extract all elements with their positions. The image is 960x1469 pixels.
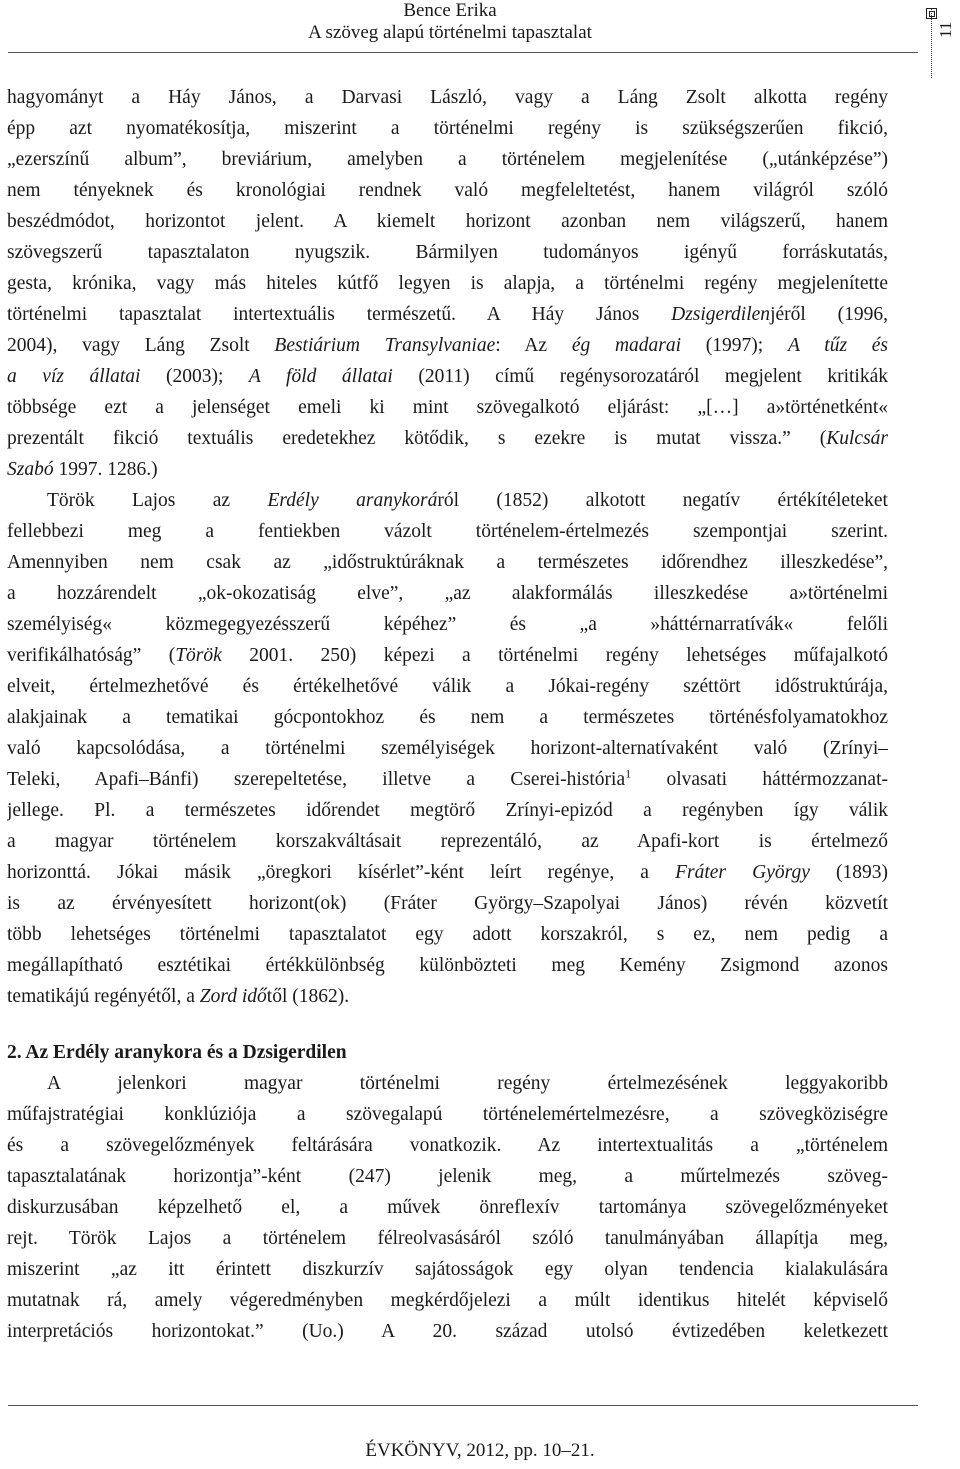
text-span: (2003); [140, 366, 249, 387]
text-line: többsége ezt a jelenséget emeli ki mint szövegalkotó eljárást: „[…] a»történetként« [7, 397, 888, 418]
text-line: nem tényeknek és kronológiai rendnek való megfeleltetést, hanem világról szóló [7, 180, 888, 201]
text-span: ról (1852) alkotott negatív értékítéleteket [437, 490, 888, 511]
text-line [7, 764, 888, 795]
text-span: (1997); [681, 335, 788, 356]
text-line [7, 454, 888, 485]
text-line: rejt. Török Lajos a történelem félreolvasásáról szóló tanulmányában állapítja meg, [7, 1228, 888, 1249]
text-line [7, 299, 888, 330]
header-title: A szöveg alapú történelmi tapasztalat [308, 22, 592, 43]
text-line: műfajstratégiai konklúziója a szövegalapú történelemértelmezésre, a szövegköziségre [7, 1104, 888, 1125]
footnote-marker[interactable]: 1 [625, 766, 632, 781]
text-line [7, 423, 888, 454]
italic-title: ég madarai [571, 335, 682, 356]
text-line: alakjainak a tematikai gócpontokhoz és nem a természetes történésfolyamatokhoz [7, 707, 888, 728]
text-line: a magyar történelem korszakváltásait reprezentáló, az Apafi-kort is értelmező [7, 831, 888, 852]
text-span: jéről (1996, [770, 304, 888, 325]
italic-citation: Török [175, 645, 222, 666]
text-line: több lehetséges történelmi tapasztalatot egy adott korszakról, s ez, nem pedig a [7, 924, 888, 945]
text-line: miszerint „az itt érintett diszkurzív sajátosságok egy olyan tendencia kialakulására [7, 1259, 888, 1280]
italic-title: a víz állatai [7, 366, 141, 387]
text-span: prezentált fikció textuális eredetekhez kötődik, s ezekre is mutat vissza.” ( [7, 428, 827, 449]
text-line: beszédmódot, horizontot jelent. A kiemelt horizont azonban nem világszerű, hanem [7, 211, 888, 232]
text-line: gesta, krónika, vagy más hiteles kútfő legyen is alapja, a történelmi regény megjelenítette [7, 273, 888, 294]
text-line: jellege. Pl. a természetes időrendet megtörő Zrínyi-epizód a regényben így válik [7, 800, 888, 821]
text-line [7, 361, 888, 392]
italic-title: Fráter György [675, 862, 810, 883]
text-line: személyiség« közmegegyezésszerű képéhez” és „a »háttérnarratívák« felőli [7, 614, 888, 635]
header-rule [8, 52, 918, 53]
text-line: „ezerszínű album”, breviárium, amelyben a történelem megjelenítése („utánképzése”) [7, 149, 888, 170]
text-span: történelmi tapasztalat intertextuális természetű. A Háy János [7, 304, 672, 325]
text-span: olvasati háttérmozzanat- [631, 769, 888, 790]
text-line: megállapítható esztétikai értékkülönbség különbözteti meg Kemény Zsigmond azonos [7, 955, 888, 976]
italic-citation: Kulcsár [826, 428, 888, 449]
text-line [7, 640, 888, 671]
main-text [7, 82, 888, 1012]
text-span: 1997. 1286.) [53, 459, 158, 480]
text-line [7, 485, 888, 516]
text-line: diskurzusában képzelhető el, a művek önreflexív tartománya szövegelőzményeket [7, 1197, 888, 1218]
italic-title: A tűz és [787, 335, 888, 356]
header-author: Bence Erika [403, 0, 497, 21]
italic-title: Bestiárium Transylvaniae [274, 335, 496, 356]
text-line: a hozzárendelt „ok-okozatiság elve”, „az alakformálás illeszkedése a»történelmi [7, 583, 888, 604]
text-span: verifikálhatóság” ( [7, 645, 176, 666]
text-line [7, 857, 888, 888]
italic-title: A föld állatai [248, 366, 393, 387]
text-line: Amennyiben nem csak az „időstruktúráknak a természetes időrendhez illeszkedése”, [7, 552, 888, 573]
text-span: (2011) című regénysorozatáról megjelent kritikák [392, 366, 888, 387]
section-heading: 2. Az Erdély aranykora és a Dzsigerdilen [7, 1042, 347, 1063]
text-line: és a szövegelőzmények feltárására vonatkozik. Az intertextualitás a „történelem [7, 1135, 888, 1156]
text-span: horizonttá. Jókai másik „öregkori kísérlet”-ként leírt regénye, a [7, 862, 676, 883]
text-line [7, 981, 888, 1012]
text-line: szövegszerű tapasztalaton nyugszik. Bármilyen tudományos igényű forráskutatás, [7, 242, 888, 263]
text-span: tematikájú regényétől, a [7, 986, 200, 1007]
corner-square-icon [926, 8, 937, 19]
text-line: tapasztalatának horizontja”-ként (247) jelenik meg, a műrtelmezés szöveg- [7, 1166, 888, 1187]
text-line: való kapcsolódása, a történelmi személyiségek horizont-alternatívaként való (Zrínyi– [7, 738, 888, 759]
italic-title: Dzsigerdilen [671, 304, 771, 325]
text-line: elveit, értelmezhetővé és értékelhetővé válik a Jókai-regény széttört időstruktúrája, [7, 676, 888, 697]
footer-citation: ÉVKÖNYV, 2012, pp. 10–21. [365, 1440, 595, 1461]
text-line: mutatnak rá, amely végeredményben megkérdőjelezi a múlt identikus hitelét képviselő [7, 1290, 888, 1311]
page-number: 11 [936, 21, 955, 38]
text-span: (1893) [809, 862, 888, 883]
text-span: : Az [495, 335, 572, 356]
text-line [7, 330, 888, 361]
text-line: fellebbezi meg a fentiekben vázolt történelem-értelmezés szempontjai szerint. [7, 521, 888, 542]
section-2 [7, 1037, 888, 1347]
text-span: Teleki, Apafi–Bánfi) szerepeltetése, illetve a Cserei-história [7, 769, 626, 790]
italic-title: Erdély aranykorá [267, 490, 438, 511]
text-span: 2004), vagy Láng Zsolt [7, 335, 275, 356]
italic-citation: Szabó [7, 459, 54, 480]
text-line: is az érvényesített horizont(ok) (Fráter György–Szapolyai János) révén közvetít [7, 893, 888, 914]
text-line: interpretációs horizontokat.” (Uo.) A 20. század utolsó évtizedében keletkezett [7, 1321, 888, 1342]
text-line: A jelenkori magyar történelmi regény értelmezésének leggyakoribb [47, 1073, 888, 1094]
text-span: től (1862). [266, 986, 350, 1007]
text-line: épp azt nyomatékosítja, miszerint a történelmi regény is szükségszerűen fikció, [7, 118, 888, 139]
text-span: Török Lajos az [47, 490, 268, 511]
text-span: 2001. 250) képezi a történelmi regény lehetséges műfajalkotó [221, 645, 888, 666]
text-line: hagyományt a Háy János, a Darvasi László, vagy a Láng Zsolt alkotta regény [7, 87, 888, 108]
footer-rule [8, 1405, 918, 1406]
running-header [0, 0, 960, 52]
italic-title: Zord idő [199, 986, 267, 1007]
